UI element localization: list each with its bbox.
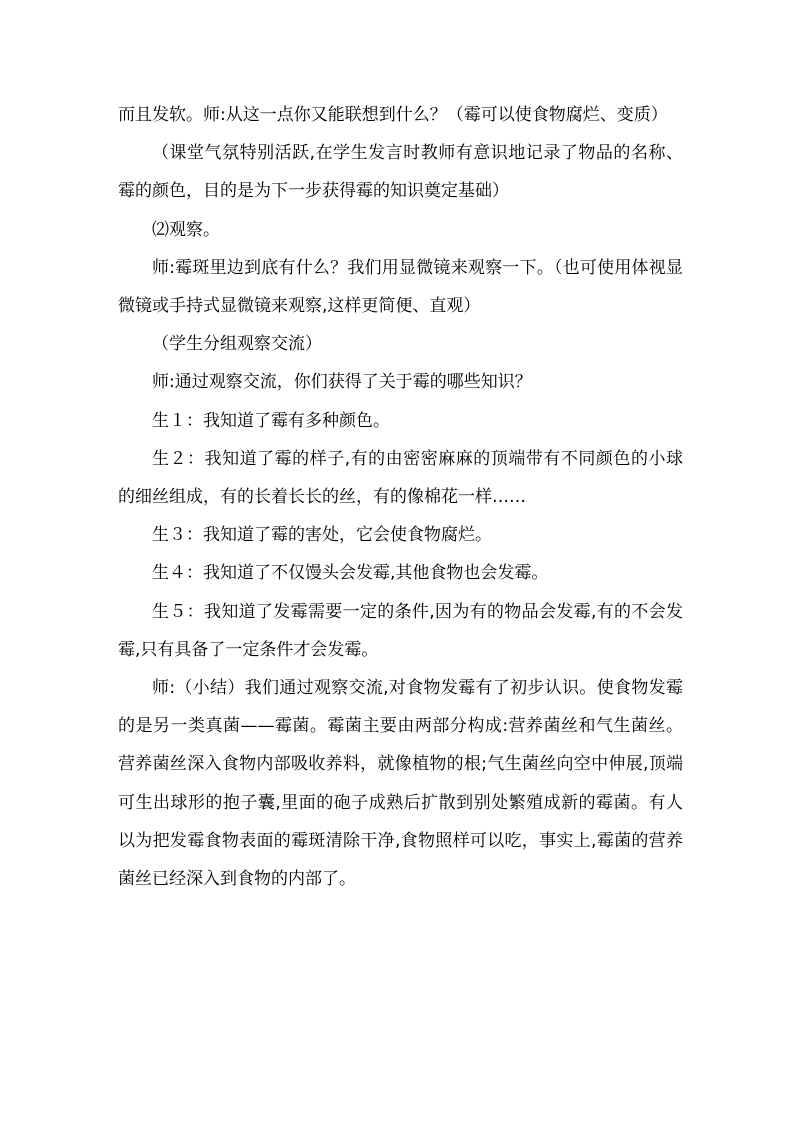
paragraph-student-5: 生５：我知道了发霉需要一定的条件,因为有的物品会发霉,有的不会发霉,只有具备了一定条件才会发霉。 — [118, 601, 683, 660]
paragraph-continuation: 而且发软。师:从这一点你又能联想到什么？（霉可以使食物腐烂、变质） — [118, 105, 668, 125]
paragraph-observe-heading: ⑵观察。 — [152, 219, 220, 240]
paragraph-teacher-question: 师:通过观察交流，你们获得了关于霉的哪些知识？ — [152, 372, 532, 393]
paragraph-teacher-microscope: 师:霉斑里边到底有什么？我们用显微镜来观察一下。（也可使用体视显微镜或手持式显微镜来观察,这样更简便、直观） — [118, 257, 683, 317]
paragraph-group-discussion: （学生分组观察交流） — [152, 334, 322, 355]
paragraph-student-3: 生３：我知道了霉的害处，它会使食物腐烂。 — [152, 525, 492, 546]
document-body — [118, 96, 683, 898]
paragraph-student-2: 生２：我知道了霉的样子,有的由密密麻麻的顶端带有不同颜色的小球的细丝组成，有的长着长长的丝，有的像棉花一样…… — [118, 448, 683, 508]
paragraph-student-4: 生４：我知道了不仅馒头会发霉,其他食物也会发霉。 — [152, 563, 549, 584]
paragraph-teacher-summary: 师:（小结）我们通过观察交流,对食物发霉有了初步认识。使食物发霉的是另一类真菌——霉菌。霉菌主要由两部分构成:营养菌丝和气生菌丝。营养菌丝深入食物内部吸收养料，就像植物的根;气生菌丝向空中伸展,顶端可生出球形的抱子囊,里面的砲子成熟后扩散到别处繁殖成新的霉菌。有人以为把发霉食物表面的霉斑清除干净,食物照样可以吃，事实上,霉菌的营养菌丝已经深入到食物的内部了。 — [118, 678, 683, 890]
paragraph-student-1: 生１：我知道了霉有多种颜色。 — [152, 410, 390, 431]
paragraph-classroom-note: （课堂气氛特别活跃,在学生发言时教师有意识地记录了物品的名称、霉的颜色，目的是为下一步获得霉的知识奠定基础） — [118, 143, 683, 202]
